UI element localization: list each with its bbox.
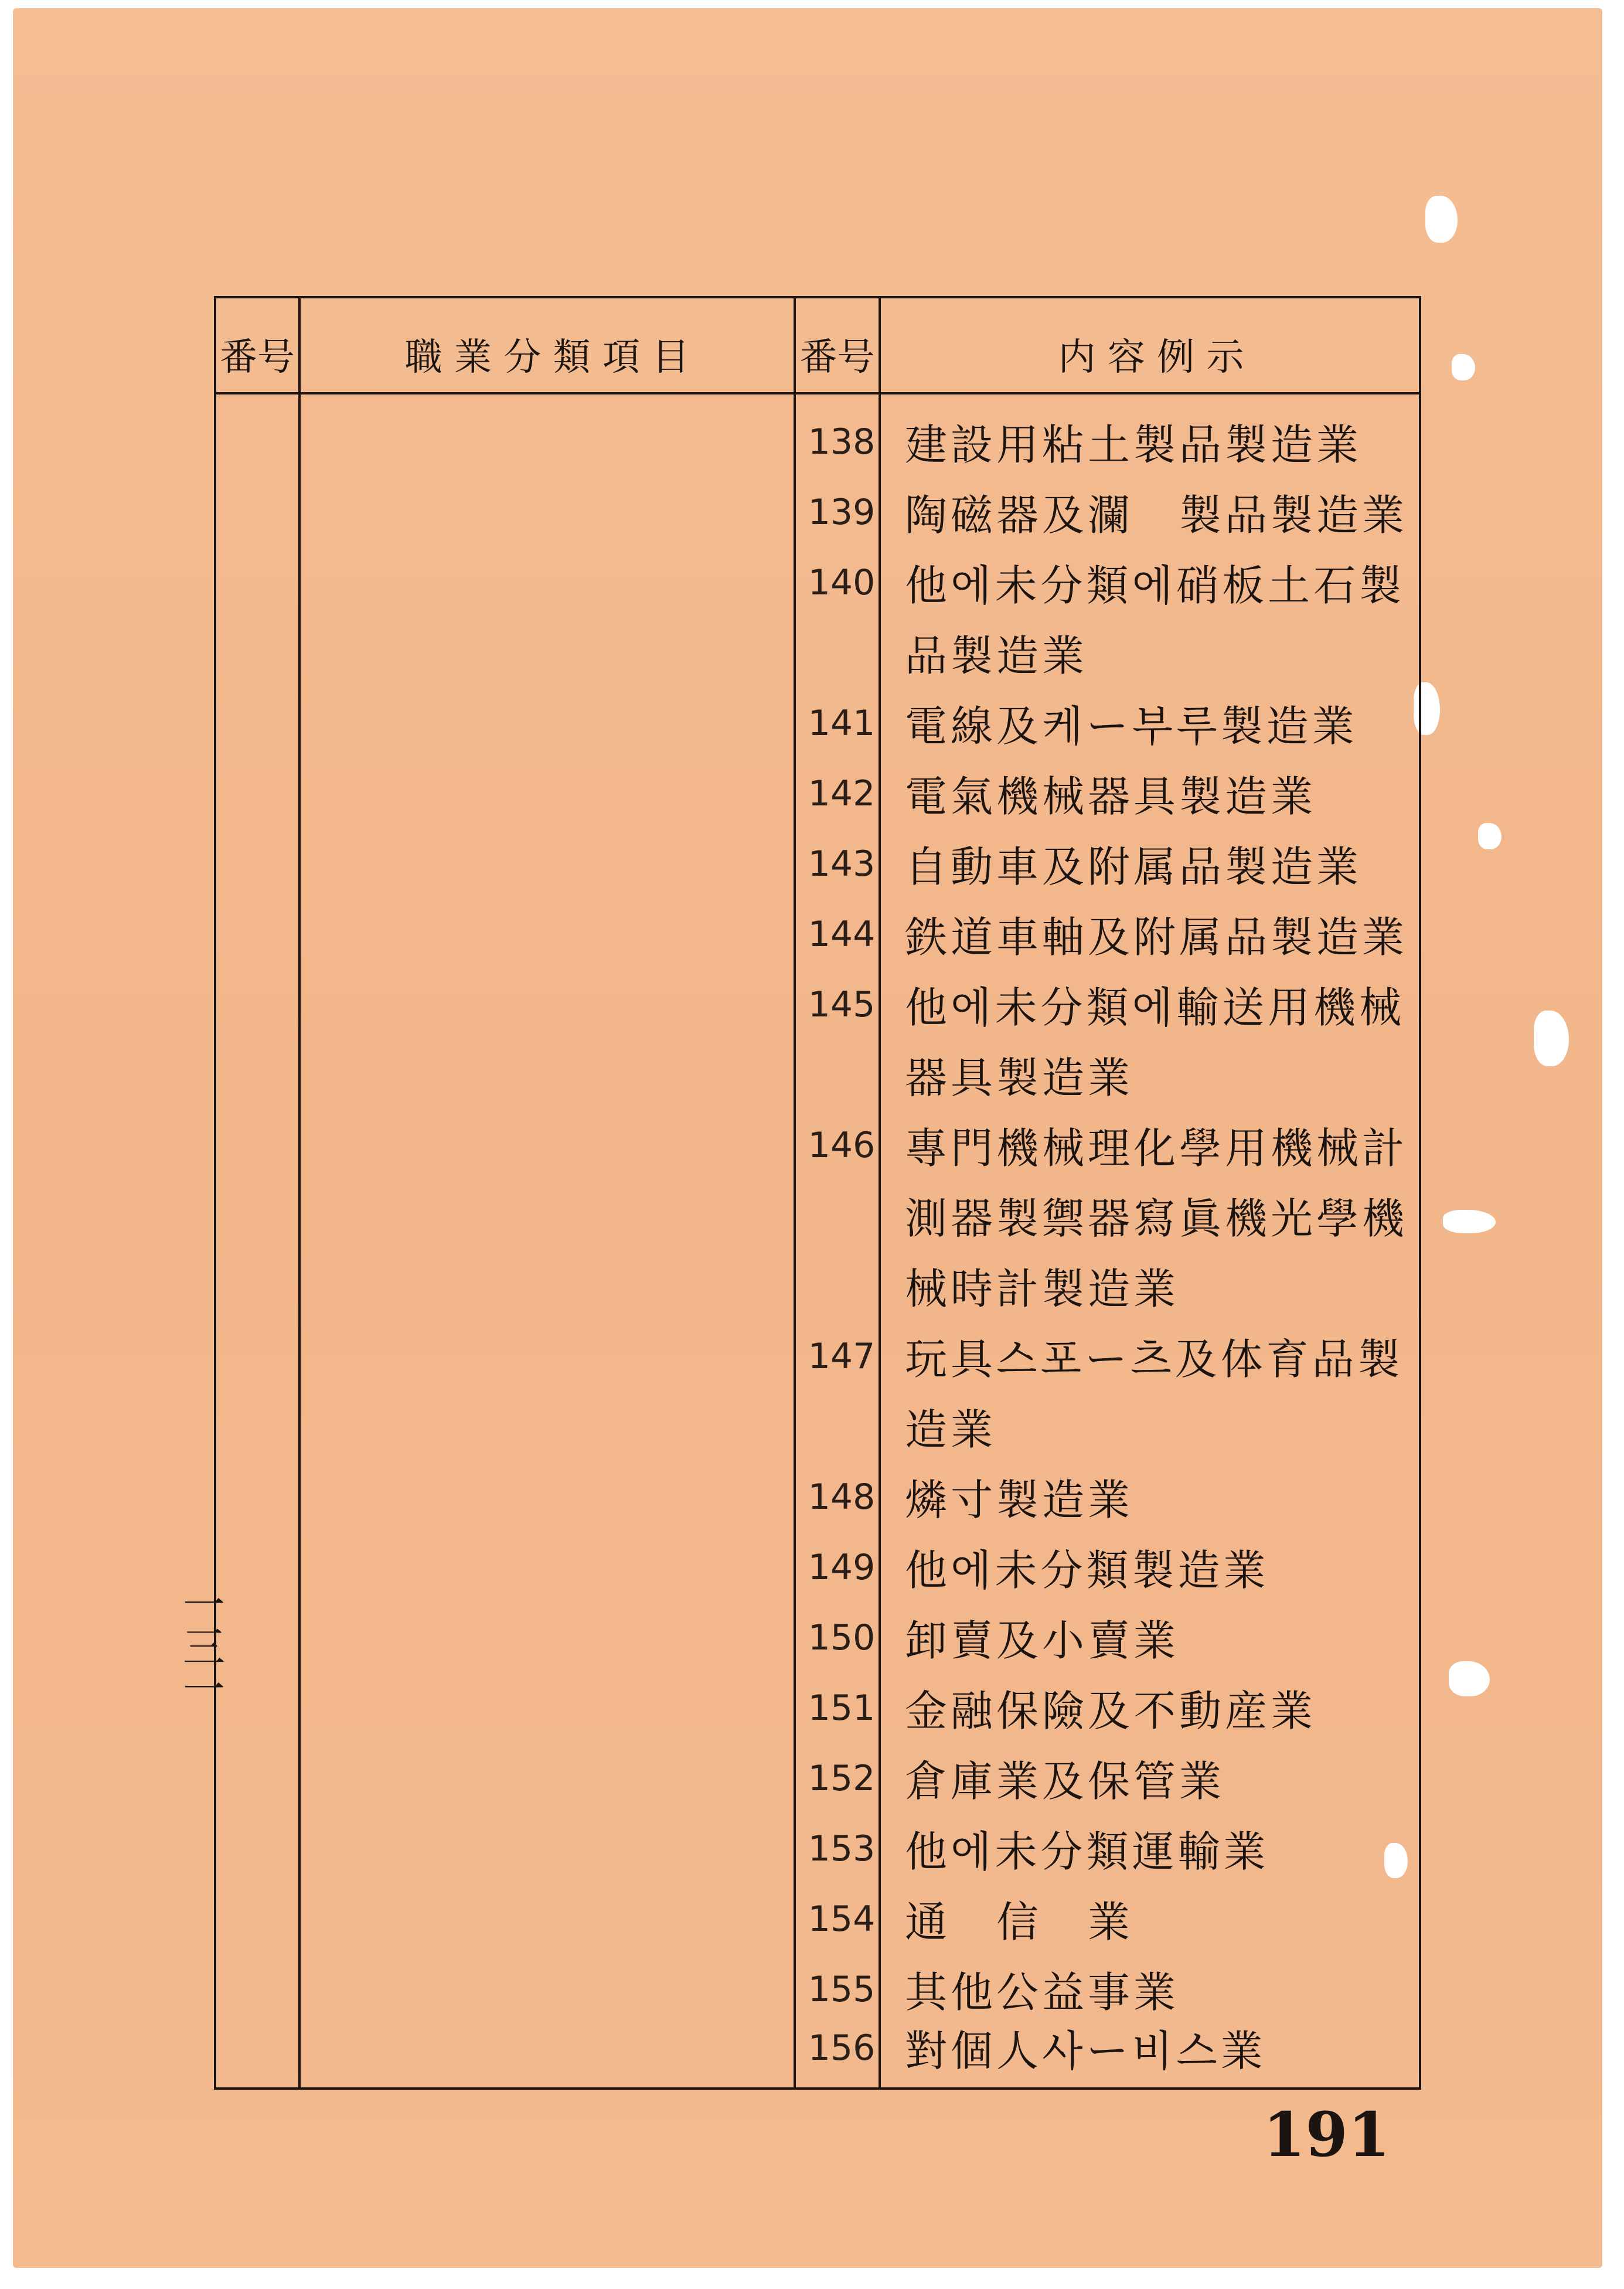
margin-page-mark: 一三一 bbox=[176, 1583, 225, 1709]
row-number: 154 bbox=[808, 1899, 876, 1940]
row-description: 他에未分類製造業 bbox=[905, 1546, 1269, 1595]
row-description: 燐寸製造業 bbox=[905, 1475, 1134, 1525]
row-number: 151 bbox=[808, 1688, 876, 1729]
paper-damage-mark bbox=[1452, 354, 1475, 380]
column-divider bbox=[879, 298, 881, 2087]
row-number: 150 bbox=[808, 1617, 876, 1658]
row-number: 148 bbox=[808, 1477, 876, 1518]
row-number: 155 bbox=[808, 1969, 876, 2010]
header-number-left: 番号 bbox=[220, 336, 295, 379]
row-description: 他에未分類에輸送用機械器具製造業 bbox=[905, 983, 1405, 1103]
row-description: 通 信 業 bbox=[905, 1897, 1134, 1947]
row-description: 他에未分類運輸業 bbox=[905, 1827, 1269, 1876]
row-description: 他에未分類에硝板土石製品製造業 bbox=[905, 561, 1405, 681]
paper-damage-mark bbox=[1449, 1661, 1490, 1696]
paper-damage-mark bbox=[1534, 1011, 1569, 1066]
row-description: 其他公益事業 bbox=[905, 1968, 1180, 2017]
row-description: 鉄道車軸及附属品製造業 bbox=[905, 913, 1408, 962]
row-description: 電線及케ー부루製造業 bbox=[905, 702, 1358, 751]
row-number: 152 bbox=[808, 1758, 876, 1799]
header-examples: 内 容 例 示 bbox=[1058, 336, 1244, 379]
row-description: 陶磁器及瀾 製品製造業 bbox=[905, 491, 1408, 540]
row-number: 142 bbox=[808, 773, 876, 814]
paper-damage-mark bbox=[1478, 823, 1502, 849]
row-description: 專門機械理化學用機械計測器製禦器寫眞機光學機械時計製造業 bbox=[905, 1124, 1408, 1314]
row-number: 156 bbox=[808, 2028, 876, 2069]
row-description: 倉庫業及保管業 bbox=[905, 1757, 1225, 1806]
row-description: 金融保險及不動産業 bbox=[905, 1686, 1317, 1736]
paper-damage-mark bbox=[1443, 1210, 1496, 1233]
row-description: 自動車及附属品製造業 bbox=[905, 842, 1363, 892]
header-number-right: 番号 bbox=[799, 336, 875, 379]
row-number: 146 bbox=[808, 1125, 876, 1166]
row-number: 140 bbox=[808, 562, 876, 603]
row-description: 對個人사ー비스業 bbox=[905, 2026, 1266, 2076]
column-divider bbox=[794, 298, 796, 2087]
row-description: 玩具스포ー츠及体育品製造業 bbox=[905, 1335, 1404, 1454]
row-number: 143 bbox=[808, 844, 876, 885]
header-category: 職 業 分 類 項 目 bbox=[404, 336, 690, 379]
row-number: 153 bbox=[808, 1828, 876, 1869]
classification-table bbox=[214, 296, 1421, 2090]
row-number: 144 bbox=[808, 914, 876, 955]
row-description: 卸賣及小賣業 bbox=[905, 1616, 1180, 1665]
column-divider bbox=[298, 298, 301, 2087]
paper-damage-mark bbox=[1425, 196, 1458, 243]
header-divider bbox=[216, 392, 1419, 394]
page-number: 191 bbox=[1263, 2098, 1391, 2171]
row-number: 138 bbox=[808, 421, 876, 462]
row-number: 139 bbox=[808, 492, 876, 533]
row-number: 147 bbox=[808, 1336, 876, 1377]
row-description: 建設用粘土製品製造業 bbox=[905, 420, 1363, 470]
row-number: 141 bbox=[808, 703, 876, 744]
row-description: 電氣機械器具製造業 bbox=[905, 772, 1317, 821]
row-number: 145 bbox=[808, 984, 876, 1025]
row-number: 149 bbox=[808, 1547, 876, 1588]
